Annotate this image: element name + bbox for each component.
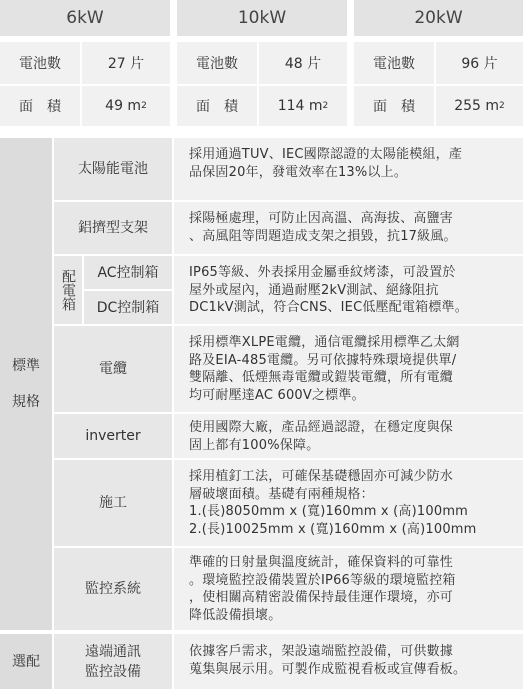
area-value: 255 m 2 — [436, 86, 523, 126]
area-value: 49 m 2 — [82, 86, 170, 126]
row-desc-remote: 依據客戶需求，架設遠端監控設備，可供數據 蒐集與展示用。可製作成監視看板或宣傳看板。 — [174, 634, 523, 689]
battery-label: 電池數 — [354, 42, 434, 84]
row-desc-control-box: IP65等級、外表採用金屬垂紋烤漆，可設置於 屋外或屋內，通過耐壓2kV測試、絕緣阻抗 DC1kV測試，符合CNS、IEC低壓配電箱標準。 — [174, 256, 523, 324]
area-value: 114 m 2 — [259, 86, 347, 126]
header-20kw: 20kW — [354, 0, 523, 36]
row-label-construction: 施工 — [54, 460, 172, 546]
row-label-cable: 電纜 — [54, 326, 172, 412]
row-desc-bracket: 採陽極處理，可防止因高溫、高海拔、高鹽害 、高風阻等問題造成支架之損毀，抗17級風。 — [174, 202, 523, 254]
row-label-ac-box: AC控制箱 — [84, 256, 172, 289]
row-label-monitoring: 監控系統 — [54, 548, 172, 630]
battery-label: 電池數 — [177, 42, 257, 84]
row-label-bracket: 鋁擠型支架 — [54, 202, 172, 254]
area-label: 面 積 — [177, 86, 257, 126]
row-desc-construction: 採用植釘工法，可確保基礎穩固亦可減少防水 層破壞面積。基礎有兩種規格： 1.(長)8050mm x (寬)160mm x (高)100mm 2.(長)10025mm x (寬)160mm x (高)100mm — [174, 460, 523, 546]
row-desc-cable: 採用標準XLPE電纜，通信電纜採用標準乙太網 路及EIA-485電纜。另可依據特殊環境提供單/ 雙隔離、低煙無毒電纜或鎧裝電纜，所有電纜 均可耐壓達AC 600V之標準。 — [174, 326, 523, 412]
battery-value: 27 片 — [82, 42, 170, 84]
row-desc-inverter: 使用國際大廠，產品經過認證，在穩定度與保 固上都有100%保障。 — [174, 414, 523, 458]
area-label: 面 積 — [0, 86, 80, 126]
row-label-remote: 遠端通訊 監控設備 — [54, 634, 172, 689]
battery-value: 96 片 — [436, 42, 523, 84]
area-label: 面 積 — [354, 86, 434, 126]
header-10kw: 10kW — [177, 0, 347, 36]
category-optional: 選配 — [0, 634, 52, 689]
battery-label: 電池數 — [0, 42, 80, 84]
category-standard: 標準 規格 — [0, 138, 52, 630]
row-label-inverter: inverter — [54, 414, 172, 458]
distribution-box-label: 配電箱 — [54, 256, 82, 324]
row-label-dc-box: DC控制箱 — [84, 291, 172, 324]
row-desc-monitoring: 準確的日射量與溫度統計，確保資料的可靠性 。環境監控設備裝置於IP66等級的環境監控箱 ，使相關高精密設備保持最佳運作環境，亦可 降低設備損壞。 — [174, 548, 523, 630]
row-label-solar: 太陽能電池 — [54, 138, 172, 200]
battery-value: 48 片 — [259, 42, 347, 84]
row-desc-solar: 採用通過TUV、IEC國際認證的太陽能模組，產 品保固20年，發電效率在13%以上。 — [174, 138, 523, 200]
header-6kw: 6kW — [0, 0, 170, 36]
